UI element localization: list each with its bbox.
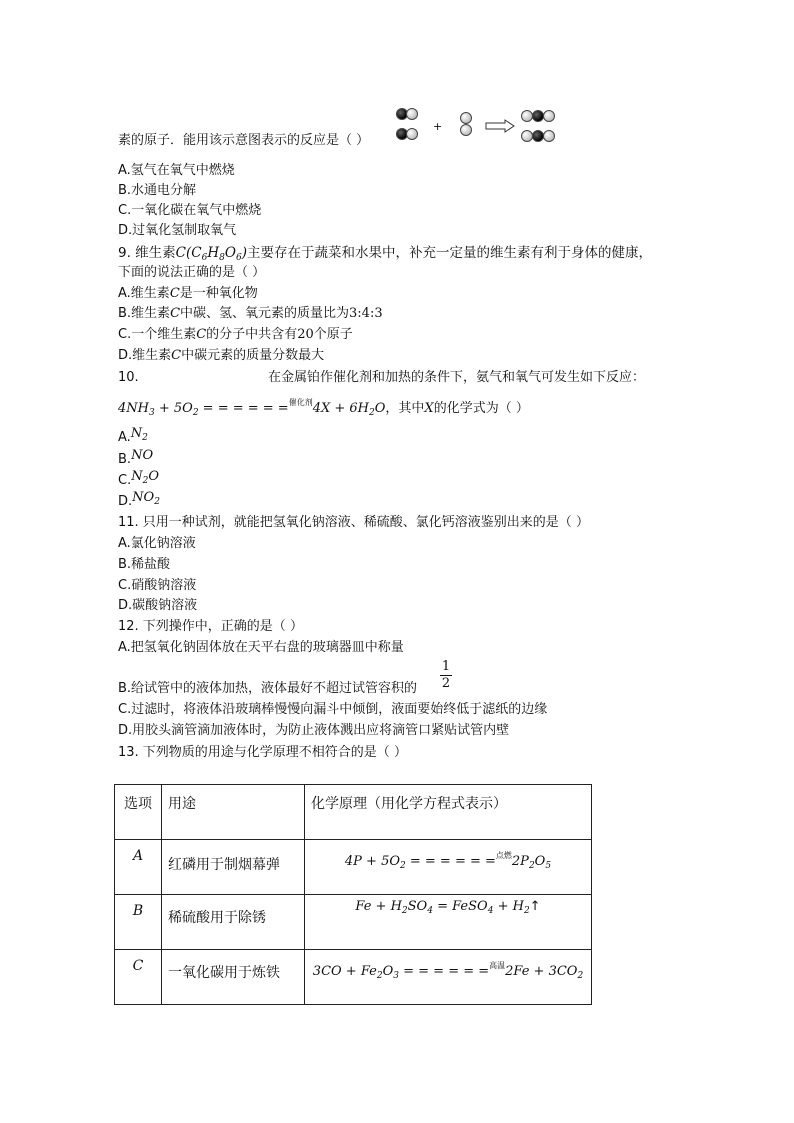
q10-option-d: $D.NO_2$ [118,490,160,509]
row-equation-a: $4P + 5O_2$ = = = = = $=^{点燃}2P_2O_5$ [305,840,592,895]
q9-option-b: B.维生素C中碳、氢、氧元素的质量比为3:4:3 [118,306,383,321]
table-header-option: 选项 [115,785,162,840]
row-use-a: 红磷用于制烟幕弹 [162,840,305,895]
q11-option-a: A.氯化钠溶液 [118,536,196,551]
table-header-row [115,785,592,840]
q9-option-c: C.一个维生素C的分子中共含有20个原子 [118,327,353,342]
q10-option-b: B.NO [118,448,154,467]
q9-option-a: A.维生素C是一种氧化物 [118,286,258,301]
q12-option-c: C.过滤时，将液体沿玻璃棒慢慢向漏斗中倾倒，液面要始终低于滤纸的边缘 [118,702,548,717]
row-equation-c: $3CO + Fe_2O_3$ = = = = = $=^{高温}2Fe + 3CO_2$ [305,950,592,1005]
table-header-principle: 化学原理（用化学方程式表示） [305,785,592,840]
q8-option-c: C.一氧化碳在氧气中燃烧 [118,203,262,218]
q11-option-d: D.碳酸钠溶液 [118,598,198,613]
table-header-use: 用途 [162,785,305,840]
q12-stem: 12. 下列操作中，正确的是（ ） [118,619,303,634]
row-use-b: 稀硫酸用于除锈 [162,895,305,950]
q12-option-a: A.把氢氧化钠固体放在天平右盘的玻璃器皿中称量 [118,640,404,655]
q9-stem-line2: 下面的说法正确的是（ ） [118,265,266,280]
reaction-arrow-icon [485,119,515,133]
table-row [115,895,592,950]
q11-stem: 11. 只用一种试剂，就能把氢氧化钠溶液、稀硫酸、氯化钙溶液鉴别出来的是（ ） [118,515,589,530]
plus-sign: + [433,120,443,133]
q10-option-a: $A.N_2$ [118,426,148,445]
row-option-c: C [115,950,162,1005]
q13-table [114,784,592,1005]
q8-stem: 素的原子．能用该示意图表示的反应是（ ） [118,133,370,148]
q8-option-b: B.水通电分解 [118,183,197,198]
q11-option-b: B.稀盐酸 [118,557,171,572]
q10-number: 10. [118,370,139,385]
table-row [115,840,592,895]
row-option-a: A [115,840,162,895]
q8-option-d: D.过氧化氢制取氧气 [118,223,237,238]
q12-option-d: D.用胶头滴管滴加液体时，为防止液体溅出应将滴管口紧贴试管内壁 [118,723,510,738]
q10-stem: 在金属铂作催化剂和加热的条件下，氨气和氧气可发生如下反应： [268,370,646,385]
q10-option-c: $C.N_2O$ [118,469,159,488]
q13-stem: 13. 下列物质的用途与化学原理不相符合的是（ ） [118,745,407,760]
q11-option-c: C.硝酸钠溶液 [118,578,197,593]
q12-option-b: B.给试管中的液体加热，液体最好不超过试管容积的 [118,681,418,696]
fraction-one-half: 1 2 [441,659,451,691]
q8-option-a: A.氢气在氧气中燃烧 [118,163,235,178]
row-use-c: 一氧化碳用于炼铁 [162,950,305,1005]
table-row [115,950,592,1005]
row-option-b: B [115,895,162,950]
q9-stem: 9. 维生素$C(C_6H_8O_6)$主要存在于蔬菜和水果中，补充一定量的维生素有利于身体的健康， [118,245,652,263]
q9-option-d: D.维生素C中碳元素的质量分数最大 [118,348,325,363]
row-equation-b: $Fe + H_2SO_4$ = FeSO$_4$ + $H_2↑$ [305,895,592,950]
q10-equation: $4NH_3 + 5O_2$ = = = = = $=^{催化剂}4X + 6H_2O$，其中X的化学式为（ ） [118,398,529,418]
